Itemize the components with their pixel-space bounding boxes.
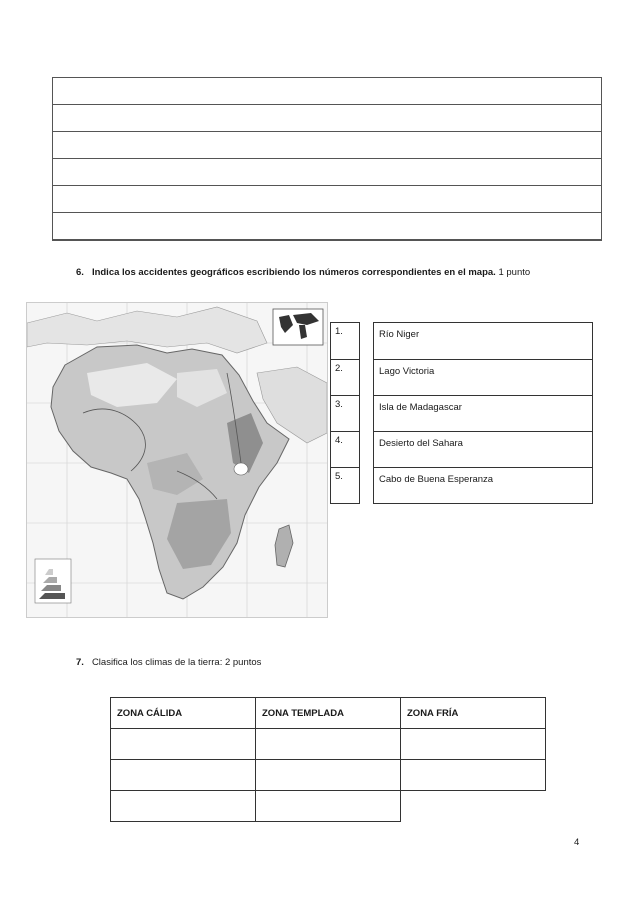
climate-header-warm: ZONA CÁLIDA: [111, 698, 256, 729]
climate-cell[interactable]: [111, 791, 256, 822]
feature-label: Isla de Madagascar: [374, 395, 592, 431]
feature-label-column: [373, 322, 593, 504]
climate-table-row: [111, 791, 546, 822]
feature-label: Desierto del Sahara: [374, 431, 592, 467]
climate-table: [110, 697, 546, 822]
answer-lines-box[interactable]: [52, 77, 602, 241]
climate-header-temperate: ZONA TEMPLADA: [256, 698, 401, 729]
answer-line[interactable]: [53, 131, 601, 158]
question-6-prompt: [76, 267, 530, 278]
feature-label: Cabo de Buena Esperanza: [374, 467, 592, 503]
page-number: 4: [574, 837, 580, 848]
feature-label: Lago Victoria: [374, 359, 592, 395]
answer-number-cell[interactable]: 2.: [331, 359, 359, 395]
answer-number-cell[interactable]: 5.: [331, 467, 359, 503]
question-7-prompt: [76, 657, 261, 668]
answer-line[interactable]: [53, 185, 601, 212]
climate-table-header-row: [111, 698, 546, 729]
climate-header-cold: ZONA FRÍA: [401, 698, 546, 729]
question-6-points: 1 punto: [498, 267, 531, 278]
climate-table-row: [111, 729, 546, 760]
answer-number-cell[interactable]: 3.: [331, 395, 359, 431]
answer-line[interactable]: [53, 104, 601, 131]
answer-line[interactable]: [53, 78, 601, 104]
climate-cell[interactable]: [111, 729, 256, 760]
answer-number-cell[interactable]: 1.: [335, 326, 343, 337]
climate-cell[interactable]: [111, 760, 256, 791]
africa-map: [26, 302, 328, 618]
climate-cell[interactable]: [401, 760, 546, 791]
question-6-text: Indica los accidentes geográficos escribiendo los números correspondientes en el mapa.: [91, 267, 496, 278]
climate-cell[interactable]: [256, 791, 401, 822]
climate-cell[interactable]: [256, 760, 401, 791]
climate-table-row: [111, 760, 546, 791]
question-7-text: Clasifica los climas de la tierra: 2 puntos: [91, 657, 262, 668]
answer-line[interactable]: [53, 212, 601, 239]
answer-line[interactable]: [53, 158, 601, 185]
climate-cell-empty: [401, 791, 546, 822]
climate-cell[interactable]: [256, 729, 401, 760]
question-6-number: 6.: [76, 267, 84, 278]
climate-cell[interactable]: [401, 729, 546, 760]
question-7-number: 7.: [76, 657, 84, 668]
answer-number-cell[interactable]: 4.: [331, 431, 359, 467]
feature-label: Río Niger: [379, 329, 420, 340]
answer-number-column[interactable]: [330, 322, 360, 504]
